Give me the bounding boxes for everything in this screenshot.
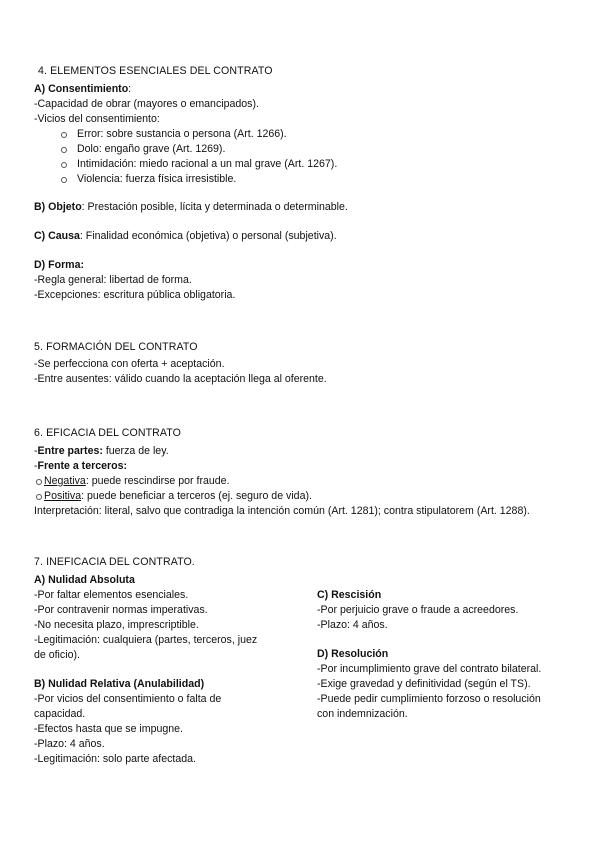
objeto-text: : Prestación posible, lícita y determinada o determinable. xyxy=(81,201,348,213)
positiva-line xyxy=(34,489,530,504)
vicios-list xyxy=(34,127,337,187)
frente-terceros-line xyxy=(34,459,530,474)
resolucion-label: D) Resolución xyxy=(317,648,389,660)
entre-partes-label: Entre partes: xyxy=(37,445,103,457)
forma-block xyxy=(34,258,235,303)
resolucion-item: -Exige gravedad y definitividad (según el TS). xyxy=(317,678,531,690)
nulidad-relativa-item: -Legitimación: solo parte afectada. xyxy=(34,753,196,765)
forma-regla: -Regla general: libertad de forma. xyxy=(34,274,192,286)
section-5-title: 5. FORMACIÓN DEL CONTRATO xyxy=(34,341,198,353)
resolucion-item: -Por incumplimiento grave del contrato bilateral. xyxy=(317,663,542,675)
rescision-item: -Por perjuicio grave o fraude a acreedores. xyxy=(317,604,519,616)
nulidad-absoluta-heading xyxy=(34,573,304,588)
objeto-label: B) Objeto xyxy=(34,201,82,213)
rescision-heading xyxy=(317,588,587,603)
vicio-intimidacion: Intimidación: miedo racional a un mal grave (Art. 1267). xyxy=(61,157,337,172)
section-6-title: 6. EFICACIA DEL CONTRATO xyxy=(34,427,182,439)
section-7-title: 7. INEFICACIA DEL CONTRATO. xyxy=(34,556,195,568)
nulidad-relativa-item: -Efectos hasta que se impugne. xyxy=(34,723,183,735)
forma-excepciones: -Excepciones: escritura pública obligatoria. xyxy=(34,289,236,301)
consentimiento-heading xyxy=(34,82,337,97)
vicio-error: Error: sobre sustancia o persona (Art. 1266). xyxy=(61,127,337,142)
nulidad-absoluta-item: -No necesita plazo, imprescriptible. xyxy=(34,619,199,631)
nulidad-relativa-label: B) Nulidad Relativa (Anulabilidad) xyxy=(34,678,205,690)
section-5-body xyxy=(34,357,327,387)
forma-heading xyxy=(34,258,235,273)
nulidad-relativa-item: -Por vicios del consentimiento o falta de xyxy=(34,693,222,705)
section-7-right-column xyxy=(317,588,587,722)
causa-text: : Finalidad económica (objetiva) o personal (subjetiva). xyxy=(79,230,337,242)
positiva-label: Positiva xyxy=(44,490,82,502)
terceros-dash: - xyxy=(34,460,38,472)
section-6-body xyxy=(34,444,530,519)
partes-dash: - xyxy=(34,445,38,457)
positiva-text: : puede beneficiar a terceros (ej. seguro de vida). xyxy=(81,490,312,502)
negativa-label: Negativa xyxy=(44,475,86,487)
negativa-line xyxy=(34,474,530,489)
nulidad-absoluta-item: -Legitimación: cualquiera (partes, terceros, juez xyxy=(34,634,258,646)
nulidad-absoluta-item: de oficio). xyxy=(34,649,80,661)
forma-label: D) Forma: xyxy=(34,259,85,271)
resolucion-heading xyxy=(317,647,587,662)
section-7-left-column xyxy=(34,573,304,767)
consentimiento-colon: : xyxy=(128,83,132,95)
nulidad-relativa-item: -Plazo: 4 años. xyxy=(34,738,105,750)
entre-partes-line xyxy=(34,444,530,459)
interpretacion-line: Interpretación: literal, salvo que contradiga la intención común (Art. 1281); contra stipulatorem (Art. 1288). xyxy=(34,505,530,517)
nulidad-absoluta-item: -Por faltar elementos esenciales. xyxy=(34,589,189,601)
rescision-item: -Plazo: 4 años. xyxy=(317,619,388,631)
resolucion-item: con indemnización. xyxy=(317,708,408,720)
ausentes-line: -Entre ausentes: válido cuando la aceptación llega al oferente. xyxy=(34,373,327,385)
vicio-dolo: Dolo: engaño grave (Art. 1269). xyxy=(61,142,337,157)
nulidad-relativa-heading xyxy=(34,677,304,692)
capacidad-line: -Capacidad de obrar (mayores o emancipados). xyxy=(34,98,259,110)
vicios-line: -Vicios del consentimiento: xyxy=(34,113,160,125)
vicio-violencia: Violencia: fuerza física irresistible. xyxy=(61,172,337,187)
entre-partes-text: fuerza de ley. xyxy=(102,445,169,457)
nulidad-absoluta-label: A) Nulidad Absoluta xyxy=(34,574,135,586)
nulidad-relativa-item: capacidad. xyxy=(34,708,86,720)
resolucion-item: -Puede pedir cumplimiento forzoso o resolución xyxy=(317,693,541,705)
nulidad-absoluta-item: -Por contravenir normas imperativas. xyxy=(34,604,208,616)
section-4-body xyxy=(34,82,337,187)
objeto-line xyxy=(34,200,348,215)
causa-line xyxy=(34,229,337,244)
perfecciona-line: -Se perfecciona con oferta + aceptación. xyxy=(34,358,225,370)
consentimiento-label: A) Consentimiento xyxy=(34,83,129,95)
negativa-text: : puede rescindirse por fraude. xyxy=(85,475,230,487)
causa-label: C) Causa xyxy=(34,230,80,242)
frente-terceros-label: Frente a terceros: xyxy=(37,460,128,472)
section-4-title: 4. ELEMENTOS ESENCIALES DEL CONTRATO xyxy=(38,65,273,77)
rescision-label: C) Rescisión xyxy=(317,589,382,601)
